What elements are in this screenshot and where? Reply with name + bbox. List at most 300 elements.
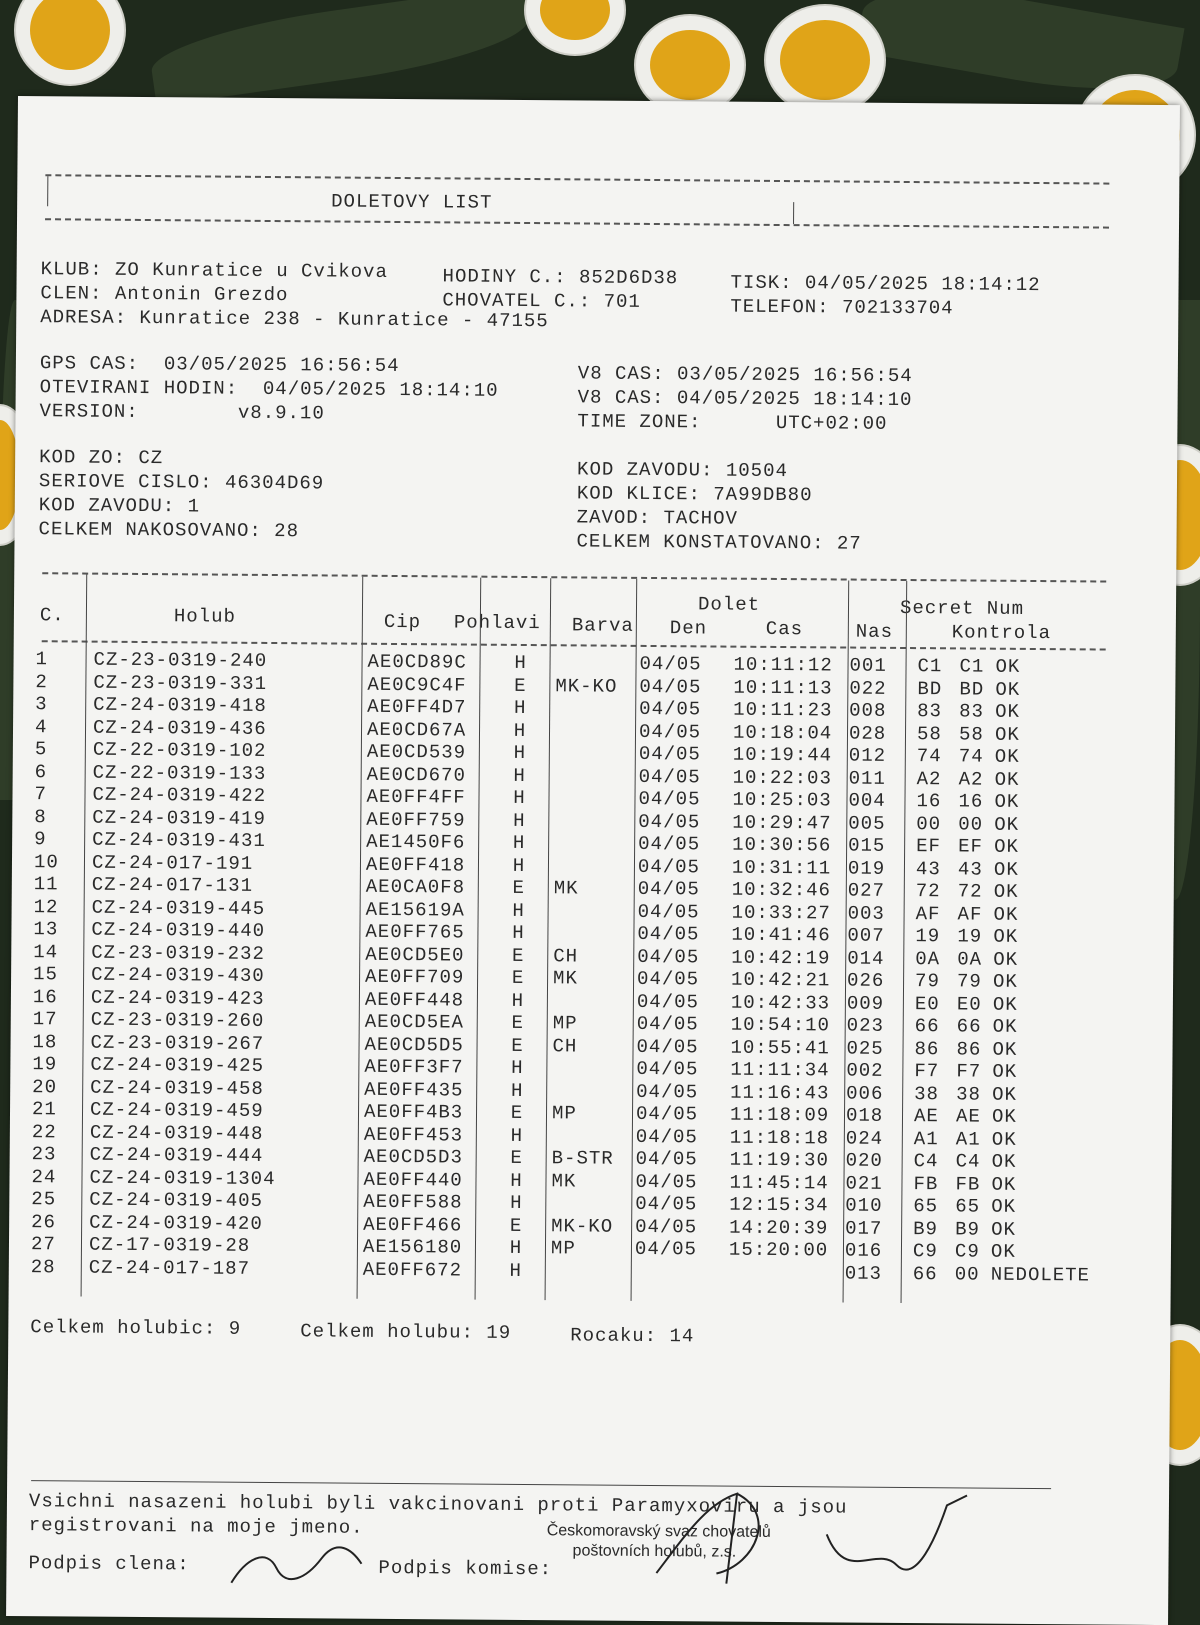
basket-number: 019 (847, 857, 886, 880)
color: CH (552, 1034, 578, 1057)
sex: H (511, 989, 525, 1012)
pigeon-ring: CZ-24-017-131 (91, 873, 254, 897)
pigeon-ring: CZ-24-0319-418 (93, 693, 267, 717)
secret-2: 74 (958, 745, 984, 768)
secret-1: BD (917, 677, 943, 700)
chip-id: AE0CD5D3 (363, 1145, 463, 1169)
color: MP (550, 1237, 576, 1260)
secret-1: AF (915, 902, 941, 925)
arrival-day: 04/05 (636, 1035, 699, 1058)
basket-number: 028 (848, 722, 887, 745)
color (555, 765, 639, 788)
secret-1: 19 (915, 925, 941, 948)
color: MP (552, 1012, 578, 1035)
arrival-day: 04/05 (637, 855, 701, 878)
secret-1: B9 (913, 1217, 939, 1240)
secret-1: 79 (914, 970, 940, 993)
check-status: OK (995, 655, 1021, 678)
color (554, 855, 638, 878)
row-number: 13 (33, 918, 59, 941)
secret-2: 0A (957, 947, 983, 971)
secret-2: C9 (954, 1240, 980, 1263)
pigeon-ring: CZ-24-0319-458 (90, 1076, 264, 1100)
vaccination-statement: Vsichni nasazeni holubi byli vakcinovani proti Paramyxoviru a jsou (28, 1490, 848, 1519)
pigeon-ring: CZ-23-0319-232 (91, 941, 266, 965)
race-code-right: KOD ZAVODU: 10504 (576, 458, 789, 483)
chip-id: AE0FF466 (363, 1213, 463, 1237)
document-title: DOLETOVY LIST (331, 190, 493, 214)
row-number: 24 (31, 1165, 57, 1188)
secret-1: F7 (914, 1060, 940, 1083)
arrival-day: 04/05 (636, 1080, 699, 1103)
basket-number: 011 (848, 767, 886, 790)
col-basket: Nas (855, 620, 894, 643)
basket-number: 020 (845, 1149, 883, 1172)
flower-icon (30, 0, 110, 70)
arrival-time: 10:29:47 (732, 811, 832, 834)
version: VERSION: v8.9.10 (39, 400, 325, 425)
check-status: OK (994, 745, 1020, 768)
arrival-time: 10:11:12 (733, 653, 833, 677)
v8-time-2: V8 CAS: 04/05/2025 18:14:10 (577, 386, 913, 412)
total-cocks: Celkem holubu: 19 (300, 1320, 512, 1344)
secret-1: 86 (914, 1037, 940, 1060)
col-sex: Pohlavi (453, 611, 541, 635)
color: MK (553, 967, 578, 990)
check-status: OK (991, 1195, 1017, 1218)
pigeon-ring: CZ-24-0319-419 (92, 806, 267, 830)
secret-2: BD (959, 677, 985, 701)
basket-number: 013 (844, 1262, 883, 1285)
arrival-day: 04/05 (638, 742, 701, 766)
pigeon-ring: CZ-22-0319-102 (92, 738, 267, 762)
chip-id: AE0FF709 (365, 965, 465, 989)
arrival-day: 04/05 (636, 1012, 699, 1036)
secret-2: 38 (956, 1082, 982, 1106)
chip-id: AE0CD5E0 (365, 943, 465, 967)
secret-1: EF (916, 835, 942, 858)
row-number: 5 (34, 738, 48, 761)
race-code-left: KOD ZAVODU: 1 (38, 494, 201, 518)
col-color: Barva (571, 614, 634, 637)
basket-number: 022 (849, 677, 887, 700)
chip-id: AE0FF4FF (366, 785, 466, 809)
chip-id: AE0FF453 (363, 1123, 464, 1147)
col-pigeon: Holub (173, 605, 237, 628)
pigeon-ring: CZ-24-0319-444 (89, 1143, 264, 1167)
basket-number: 026 (846, 969, 885, 992)
row-number: 9 (34, 828, 47, 851)
basket-number: 010 (845, 1194, 883, 1217)
basket-number: 004 (848, 789, 886, 812)
chip-id: AE0FF765 (365, 920, 465, 944)
check-status: OK (992, 1060, 1018, 1083)
row-number: 18 (32, 1030, 58, 1053)
basket-number: 008 (849, 699, 887, 722)
check-status: OK (992, 993, 1018, 1016)
color: MK-KO (555, 674, 618, 698)
arrival-time: 11:18:18 (729, 1126, 830, 1149)
arrival-day: 04/05 (636, 990, 700, 1013)
member-signature-label: Podpis clena: (28, 1552, 190, 1576)
arrival-day: 04/05 (635, 1192, 698, 1216)
total-hens: Celkem holubic: 9 (30, 1316, 242, 1340)
secret-1: 65 (913, 1195, 939, 1218)
member-signature (226, 1538, 366, 1589)
total-yearlings: Rocaku: 14 (570, 1324, 695, 1348)
arrival-time: 10:32:46 (731, 878, 832, 902)
color (555, 720, 639, 743)
col-number: C. (39, 604, 65, 627)
color (555, 697, 639, 720)
secret-1: 00 (916, 812, 942, 835)
color: MK (551, 1169, 577, 1192)
arrival-day: 04/05 (638, 832, 701, 856)
race-sheet (6, 96, 1180, 1625)
row-number: 3 (35, 693, 48, 716)
pigeon-ring: CZ-24-0319-436 (92, 716, 267, 740)
secret-1: 43 (915, 857, 941, 880)
arrival-time: 10:18:04 (732, 721, 833, 744)
check-status: OK (991, 1150, 1017, 1173)
color: MK (553, 877, 579, 900)
phone-number: TELEFON: 702133704 (730, 295, 954, 320)
committee-signature-label: Podpis komise: (378, 1556, 553, 1581)
col-secret: Secret Num (899, 596, 1025, 620)
basket-number: 014 (847, 947, 885, 970)
basket-number: 015 (848, 834, 886, 857)
secret-2: 19 (957, 925, 983, 948)
check-status: OK (994, 768, 1020, 791)
check-status: OK (993, 880, 1019, 903)
pigeon-ring: CZ-24-017-187 (88, 1256, 251, 1280)
color (553, 990, 637, 1013)
row-number: 15 (33, 963, 59, 986)
col-time: Cas (765, 617, 804, 641)
secret-1: E0 (914, 992, 940, 1015)
check-status: OK (991, 1128, 1017, 1151)
basket-number: 016 (844, 1239, 883, 1262)
secret-2: A1 (955, 1127, 981, 1151)
club-line: KLUB: ZO Kunratice u Cvikova (40, 258, 388, 283)
pigeon-ring: CZ-22-0319-133 (92, 761, 267, 785)
sex: H (512, 899, 525, 922)
chip-id: AE0FF588 (363, 1190, 463, 1214)
check-status: OK (994, 813, 1020, 836)
chip-id: AE0FF759 (366, 808, 466, 832)
basket-number: 001 (849, 654, 887, 677)
arrival-time: 10:42:33 (730, 991, 831, 1014)
sex: H (510, 1169, 523, 1192)
pigeon-ring: CZ-24-0319-405 (89, 1188, 264, 1212)
secret-2: EF (958, 835, 984, 858)
row-number: 7 (34, 783, 48, 806)
row-number: 14 (33, 940, 59, 963)
basket-number: 009 (846, 992, 885, 1015)
arrival-day: 04/05 (637, 877, 700, 901)
row-number: 19 (32, 1053, 58, 1076)
pigeon-ring: CZ-24-017-191 (91, 851, 254, 875)
secret-2: C1 (959, 655, 985, 678)
secret-2: 86 (956, 1037, 982, 1061)
arrival-day: 04/05 (638, 720, 702, 743)
chip-id: AE0CA0F8 (365, 875, 466, 899)
arrival-time: 15:20:00 (728, 1238, 829, 1262)
sex: E (511, 1011, 525, 1035)
basket-number: 005 (848, 812, 886, 835)
basket-number: 002 (846, 1059, 884, 1082)
basket-number: 012 (848, 744, 887, 767)
chip-id: AE0CD5D5 (364, 1033, 464, 1057)
arrival-time: 10:22:03 (732, 766, 832, 789)
sex: H (514, 651, 527, 675)
basket-number: 021 (845, 1172, 883, 1195)
pigeon-ring: CZ-24-0319-420 (89, 1211, 263, 1235)
sex: E (510, 1146, 523, 1169)
secret-1: 66 (914, 1015, 940, 1038)
row-number: 6 (34, 760, 48, 783)
check-status: OK (993, 925, 1019, 948)
sex: E (509, 1214, 523, 1237)
check-status: OK (992, 1038, 1018, 1061)
color: B-STR (551, 1147, 614, 1170)
sex: H (510, 1124, 524, 1147)
check-status: OK (994, 790, 1020, 813)
sex: E (512, 876, 526, 900)
arrival-day: 04/05 (635, 1147, 698, 1171)
row-number: 2 (35, 670, 48, 693)
stamp-line-1: Českomoravský svaz chovatelů (546, 1522, 771, 1541)
color (554, 900, 638, 923)
chip-id: AE1450F6 (366, 830, 466, 854)
secret-1: 83 (917, 700, 943, 723)
sex: H (510, 1191, 523, 1214)
check-status: OK (990, 1240, 1016, 1263)
secret-2: C4 (955, 1150, 981, 1173)
arrival-time: 10:55:41 (730, 1036, 830, 1059)
breeder-number: CHOVATEL C.: 701 (442, 289, 641, 313)
arrival-time: 11:45:14 (729, 1171, 829, 1194)
chip-id: AE0FF418 (365, 853, 466, 877)
chip-id: AE0FF4D7 (367, 695, 467, 719)
secret-1: A2 (916, 767, 942, 790)
clock-number: HODINY C.: 852D6D38 (442, 265, 679, 290)
arrival-time (729, 1261, 845, 1284)
chip-id: AE0CD67A (366, 718, 467, 742)
basket-number: 027 (847, 879, 886, 902)
sex: E (511, 966, 525, 990)
check-status: OK (992, 1015, 1018, 1038)
pigeon-ring: CZ-24-0319-440 (91, 918, 266, 942)
sex: H (511, 1056, 524, 1080)
secret-1: A1 (913, 1127, 939, 1150)
secret-2: 72 (957, 880, 983, 903)
secret-2: B9 (955, 1217, 981, 1241)
secret-1: 0A (915, 947, 941, 970)
sex: E (511, 1034, 524, 1057)
row-number: 23 (31, 1143, 57, 1166)
basket-number: 006 (846, 1082, 884, 1105)
flower-icon (650, 30, 730, 100)
color (553, 922, 637, 945)
arrival-time: 11:16:43 (730, 1081, 830, 1104)
arrival-day: 04/05 (637, 900, 700, 923)
zo-code: KOD ZO: CZ (39, 446, 164, 470)
secret-1: AE (913, 1105, 939, 1128)
check-status: OK (994, 723, 1020, 746)
secret-2: FB (955, 1172, 981, 1196)
secret-2: 43 (957, 857, 983, 881)
secret-1: 38 (914, 1082, 940, 1105)
color (554, 787, 638, 810)
color: MK-KO (551, 1214, 614, 1238)
arrival-time: 12:15:34 (729, 1193, 829, 1217)
arrival-time: 10:42:21 (730, 968, 831, 992)
check-status: OK (991, 1218, 1017, 1241)
secret-1: 16 (916, 790, 942, 813)
sex: H (513, 764, 526, 787)
check-status: OK (993, 858, 1019, 881)
arrival-day: 04/05 (639, 652, 702, 676)
arrival-time: 11:11:34 (730, 1058, 830, 1082)
total-basketed: CELKEM NAKOSOVANO: 28 (38, 518, 300, 543)
pigeon-ring: CZ-24-0319-445 (91, 896, 266, 920)
secret-2: 58 (958, 722, 984, 746)
basket-number: 003 (847, 902, 885, 925)
secret-2: 83 (959, 700, 985, 723)
chip-id: AE0FF3F7 (364, 1055, 464, 1079)
sex: E (514, 674, 527, 697)
secret-1: 66 (912, 1262, 938, 1285)
row-number: 17 (32, 1008, 58, 1031)
chip-id: AE0CD539 (366, 740, 467, 764)
secret-2: AE (955, 1105, 981, 1128)
row-number: 27 (30, 1233, 56, 1256)
color (554, 810, 638, 833)
secret-1: C1 (917, 655, 943, 678)
v8-time-1: V8 CAS: 03/05/2025 16:56:54 (577, 362, 913, 388)
pigeon-ring: CZ-24-0319-431 (92, 828, 266, 852)
address-line: ADRESA: Kunratice 238 - Kunratice - 47155 (40, 306, 549, 333)
total-clocked: CELKEM KONSTATOVANO: 27 (576, 530, 862, 555)
sex: H (513, 741, 527, 765)
chip-id: AE0FF448 (364, 988, 465, 1012)
time-zone: TIME ZONE: UTC+02:00 (577, 410, 888, 435)
chip-id: AE0FF4B3 (363, 1100, 464, 1124)
arrival-day: 04/05 (639, 697, 702, 721)
sex: H (509, 1236, 523, 1259)
chip-id: AE0CD89C (367, 650, 467, 674)
secret-2: AF (957, 902, 983, 926)
secret-2: 00 (954, 1262, 980, 1286)
chip-id: AE0FF440 (363, 1168, 463, 1192)
arrival-day: 04/05 (635, 1215, 698, 1238)
pigeon-ring: CZ-24-0319-448 (89, 1121, 264, 1145)
row-number: 16 (32, 985, 58, 1008)
row-number: 12 (33, 895, 59, 918)
arrival-day: 04/05 (638, 787, 701, 811)
sex: H (512, 831, 526, 855)
basket-number: 024 (845, 1127, 884, 1150)
col-arrival: Dolet (697, 593, 761, 616)
pigeon-ring: CZ-24-0319-425 (90, 1053, 265, 1077)
arrival-time: 10:31:11 (731, 856, 832, 879)
color (555, 652, 639, 675)
color (552, 1125, 636, 1148)
arrival-time: 10:30:56 (732, 833, 832, 857)
arrival-day: 04/05 (635, 1125, 698, 1148)
arrival-time: 10:54:10 (730, 1013, 831, 1037)
basket-number: 023 (846, 1014, 885, 1037)
arrival-time: 10:19:44 (732, 743, 833, 767)
chip-id: AE0FF435 (364, 1078, 464, 1102)
secret-1: C4 (913, 1150, 939, 1173)
pigeon-ring: CZ-24-0319-423 (90, 986, 265, 1010)
arrival-time: 10:33:27 (731, 901, 831, 924)
arrival-time: 14:20:39 (729, 1216, 829, 1239)
row-number: 8 (34, 805, 47, 828)
secret-2: A2 (958, 767, 984, 791)
color (551, 1192, 635, 1215)
color: MP (551, 1102, 577, 1125)
arrival-day: 04/05 (637, 945, 700, 968)
chip-id: AE0FF672 (362, 1258, 463, 1282)
secret-2: F7 (956, 1060, 982, 1083)
results-table (31, 648, 1106, 1286)
basket-number: 017 (845, 1217, 883, 1240)
row-number: 21 (31, 1098, 57, 1121)
arrival-day: 04/05 (634, 1237, 698, 1261)
pigeon-ring: CZ-24-0319-422 (92, 783, 267, 807)
secret-1: FB (913, 1172, 939, 1195)
color (552, 1057, 636, 1080)
pigeon-ring: CZ-24-0319-459 (89, 1098, 264, 1122)
row-number: 25 (31, 1188, 57, 1211)
arrival-time: 11:18:09 (729, 1103, 830, 1127)
check-status: OK (992, 1083, 1018, 1106)
col-check: Kontrola (951, 621, 1052, 645)
registration-statement: registrovani na moje jmeno. (28, 1514, 364, 1539)
color (552, 1080, 636, 1103)
secret-1: 74 (916, 745, 942, 768)
sex: H (513, 696, 527, 720)
col-chip: Cip (383, 610, 422, 634)
row-number: 10 (33, 850, 59, 873)
sex: E (510, 1101, 524, 1124)
row-number: 4 (34, 715, 48, 738)
check-status: OK (992, 970, 1018, 993)
sex: H (510, 1079, 524, 1102)
race-name: ZAVOD: TACHOV (576, 506, 739, 530)
secret-1: 58 (916, 722, 942, 745)
col-day: Den (669, 617, 708, 640)
print-time: TISK: 04/05/2025 18:14:12 (730, 271, 1041, 297)
color: CH (553, 944, 579, 967)
arrival-day (635, 1260, 729, 1283)
arrival-time: 11:19:30 (729, 1148, 829, 1172)
chip-id: AE156180 (362, 1235, 463, 1259)
serial-number: SERIOVE CISLO: 46304D69 (38, 470, 325, 495)
row-number: 1 (35, 648, 49, 671)
row-number: 28 (30, 1255, 56, 1278)
sex: H (513, 719, 527, 742)
chip-id: AE0C9C4F (367, 673, 467, 697)
secret-1: 72 (915, 880, 941, 903)
secret-1: C9 (912, 1240, 938, 1263)
gps-time: GPS CAS: 03/05/2025 16:56:54 (39, 352, 400, 378)
sex: H (509, 1259, 523, 1282)
opening-time: OTEVIRANI HODIN: 04/05/2025 18:14:10 (39, 376, 499, 402)
